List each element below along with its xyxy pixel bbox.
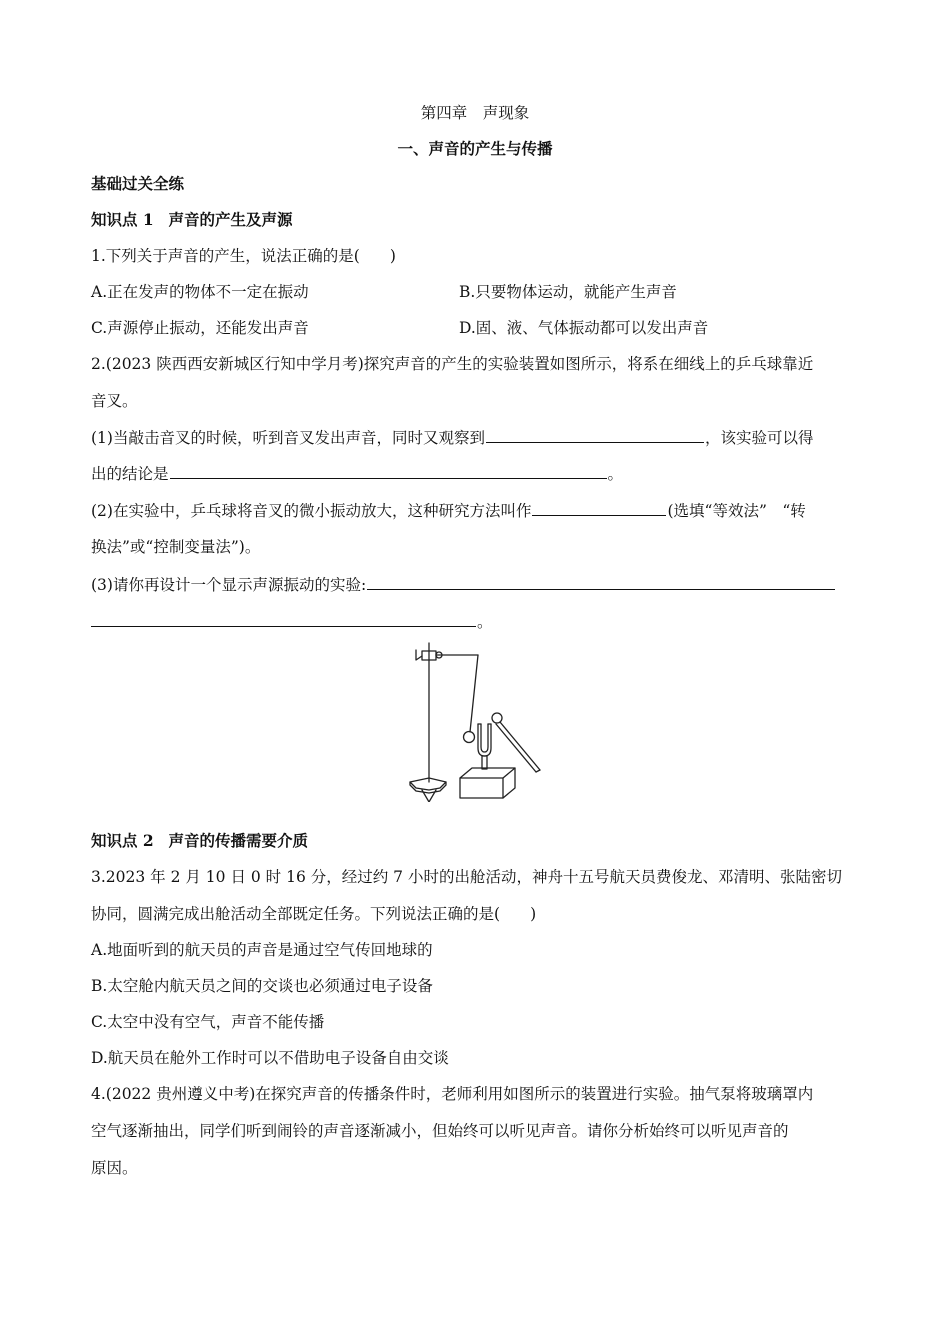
q4-line-1: 4.(2022 贵州遵义中考)在探究声音的传播条件时，老师利用如图所示的装置进行实验。抽气泵将玻璃罩内 — [91, 1085, 814, 1103]
q3-stem-line-1: 3.2023 年 2 月 10 日 0 时 16 分，经过约 7 小时的出舱活动，神舟十五号航天员费俊龙、邓清明、张陆密切 — [91, 868, 842, 886]
option-b: B.太空舱内航天员之间的交谈也必须通过电子设备 — [91, 977, 433, 995]
knowledge-point-1 — [91, 209, 861, 231]
q2-part-1-text-end: ，该实验可以得 — [704, 429, 814, 447]
option-c: C.太空中没有空气，声音不能传播 — [91, 1013, 325, 1031]
thread — [470, 655, 478, 732]
q2-stem-line-2: 音叉。 — [91, 392, 138, 410]
fork-stem — [482, 756, 487, 769]
q1-stem — [91, 245, 861, 267]
q2-part-3-text-end: 。 — [477, 613, 493, 631]
section-title: 一、声音的产生与传播 — [397, 139, 553, 158]
knowledge-point-label: 知识点 2 — [91, 831, 154, 850]
q2-part-2-line-2: 换法”或“控制变量法”)。 — [91, 538, 261, 556]
answer-blank[interactable] — [532, 499, 666, 516]
q2-part-1-text: (1)当敲击音叉的时候，听到音叉发出声音，同时又观察到 — [91, 429, 485, 447]
q2-part-1-text-end: 。 — [607, 465, 624, 483]
hammer-handle — [500, 722, 540, 770]
q2-part-1-text: 出的结论是 — [91, 465, 169, 483]
option-d: D.固、液、气体振动都可以发出声音 — [459, 319, 709, 337]
q1-stem-text: 1.下列关于声音的产生，说法正确的是( — [91, 247, 360, 265]
q1-stem-close: ) — [389, 247, 396, 265]
ping-pong-ball — [464, 732, 475, 743]
option-a: A.正在发声的物体不一定在振动 — [91, 283, 309, 301]
practice-heading: 基础过关全练 — [91, 174, 185, 193]
q2-part-3-line-2 — [91, 610, 861, 633]
q4-line-3: 原因。 — [91, 1159, 138, 1177]
q1-options-row-2 — [91, 317, 861, 339]
q1-options-row-1 — [91, 281, 861, 303]
option-c: C.声源停止振动，还能发出声音 — [91, 319, 309, 337]
option-b: B.只要物体运动，就能产生声音 — [459, 283, 677, 301]
answer-blank[interactable] — [486, 426, 704, 443]
knowledge-point-label: 知识点 1 — [91, 210, 154, 229]
q2-part-2-text: (2)在实验中，乒乓球将音叉的微小振动放大，这种研究方法叫作 — [91, 502, 532, 520]
resonance-box-top — [460, 768, 515, 778]
option-d: D.航天员在舱外工作时可以不借助电子设备自由交谈 — [91, 1049, 449, 1067]
q2-stem-line-1: 2.(2023 陕西西安新城区行知中学月考)探究声音的产生的实验装置如图所示，将系在细线上的乒乓球靠近 — [91, 355, 814, 373]
tuning-fork-apparatus-figure — [400, 640, 550, 802]
answer-blank[interactable] — [170, 462, 607, 479]
stand-base — [410, 778, 446, 790]
answer-blank[interactable] — [91, 610, 476, 627]
hammer-head — [492, 713, 502, 723]
chapter-title: 第四章 声现象 — [420, 104, 530, 122]
q3-stem-text: 协同，圆满完成出舱活动全部既定任务。下列说法正确的是( — [91, 905, 501, 923]
q2-part-1-line-1 — [91, 426, 861, 449]
q2-part-2-text-end: (选填“等效法” “转 — [667, 502, 806, 520]
q2-part-2-line-1 — [91, 499, 861, 522]
knowledge-point-title: 声音的传播需要介质 — [168, 831, 308, 850]
q2-part-3-text: (3)请你再设计一个显示声源振动的实验: — [91, 576, 367, 594]
tuning-fork — [478, 724, 491, 756]
q2-part-1-line-2 — [91, 462, 861, 485]
q4-line-2: 空气逐渐抽出，同学们听到闹铃的声音逐渐减小，但始终可以听见声音。请你分析始终可以听见声音的 — [91, 1122, 789, 1140]
q3-stem-close: ) — [530, 905, 537, 923]
q2-part-3-line-1 — [91, 573, 861, 596]
knowledge-point-title: 声音的产生及声源 — [168, 210, 293, 229]
q3-stem-line-2 — [91, 903, 861, 925]
answer-blank[interactable] — [367, 573, 835, 590]
option-a: A.地面听到的航天员的声音是通过空气传回地球的 — [91, 941, 433, 959]
knowledge-point-2 — [91, 830, 861, 852]
